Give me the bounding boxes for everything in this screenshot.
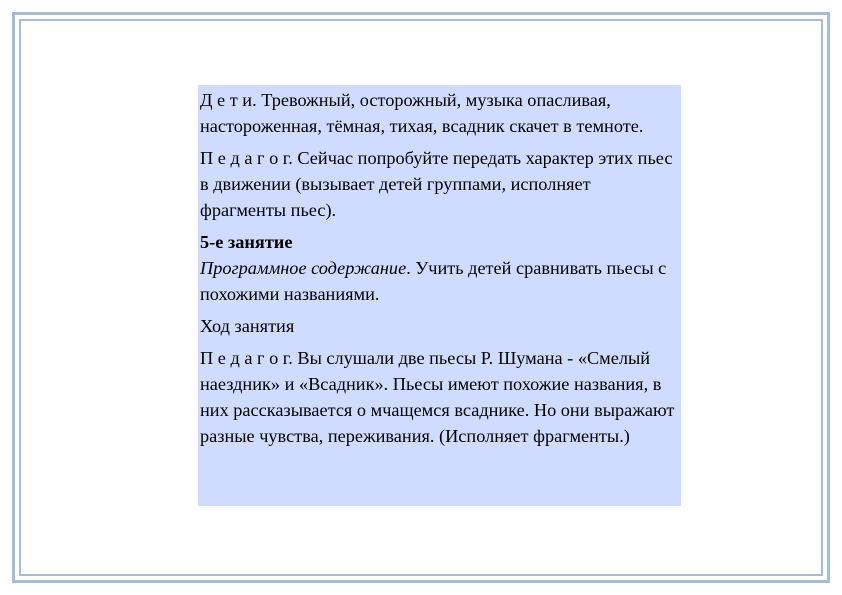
speaker-children: Д е т и [200, 90, 253, 110]
paragraph-teacher-explanation [200, 345, 677, 449]
paragraph-teacher-instruction [200, 145, 677, 223]
speaker-teacher-2: П е д а г о г [200, 348, 289, 368]
lesson-heading: 5-е занятие [200, 232, 293, 252]
paragraph-children-answer [200, 87, 677, 139]
program-content-label: Программное содержание [200, 258, 407, 278]
teacher-instruction-text: . Сейчас попробуйте передать характер этих пьес в движении (вызывает детей группами, исполняет фрагменты пьес). [200, 148, 673, 220]
speaker-teacher: П е д а г о г [200, 148, 289, 168]
children-answer-text: . Тревожный, осторожный, музыка опасливая, настороженная, тёмная, тихая, всадник скачет в темноте. [200, 90, 644, 136]
program-content-text: . Учить детей сравнивать пьесы с похожими названиями. [200, 258, 667, 304]
text-box [198, 85, 681, 506]
teacher-explanation-text: . Вы слушали две пьесы Р. Шумана - «Смелый наездник» и «Всадник». Пьесы имеют похожие названия, в них рассказывается о мчащемся всаднике. Но они выражают разные чувства, переживания. (Исполняет фрагменты.) [200, 348, 675, 446]
course-heading: Ход занятия [200, 316, 295, 336]
paragraph-program-content [200, 255, 677, 307]
